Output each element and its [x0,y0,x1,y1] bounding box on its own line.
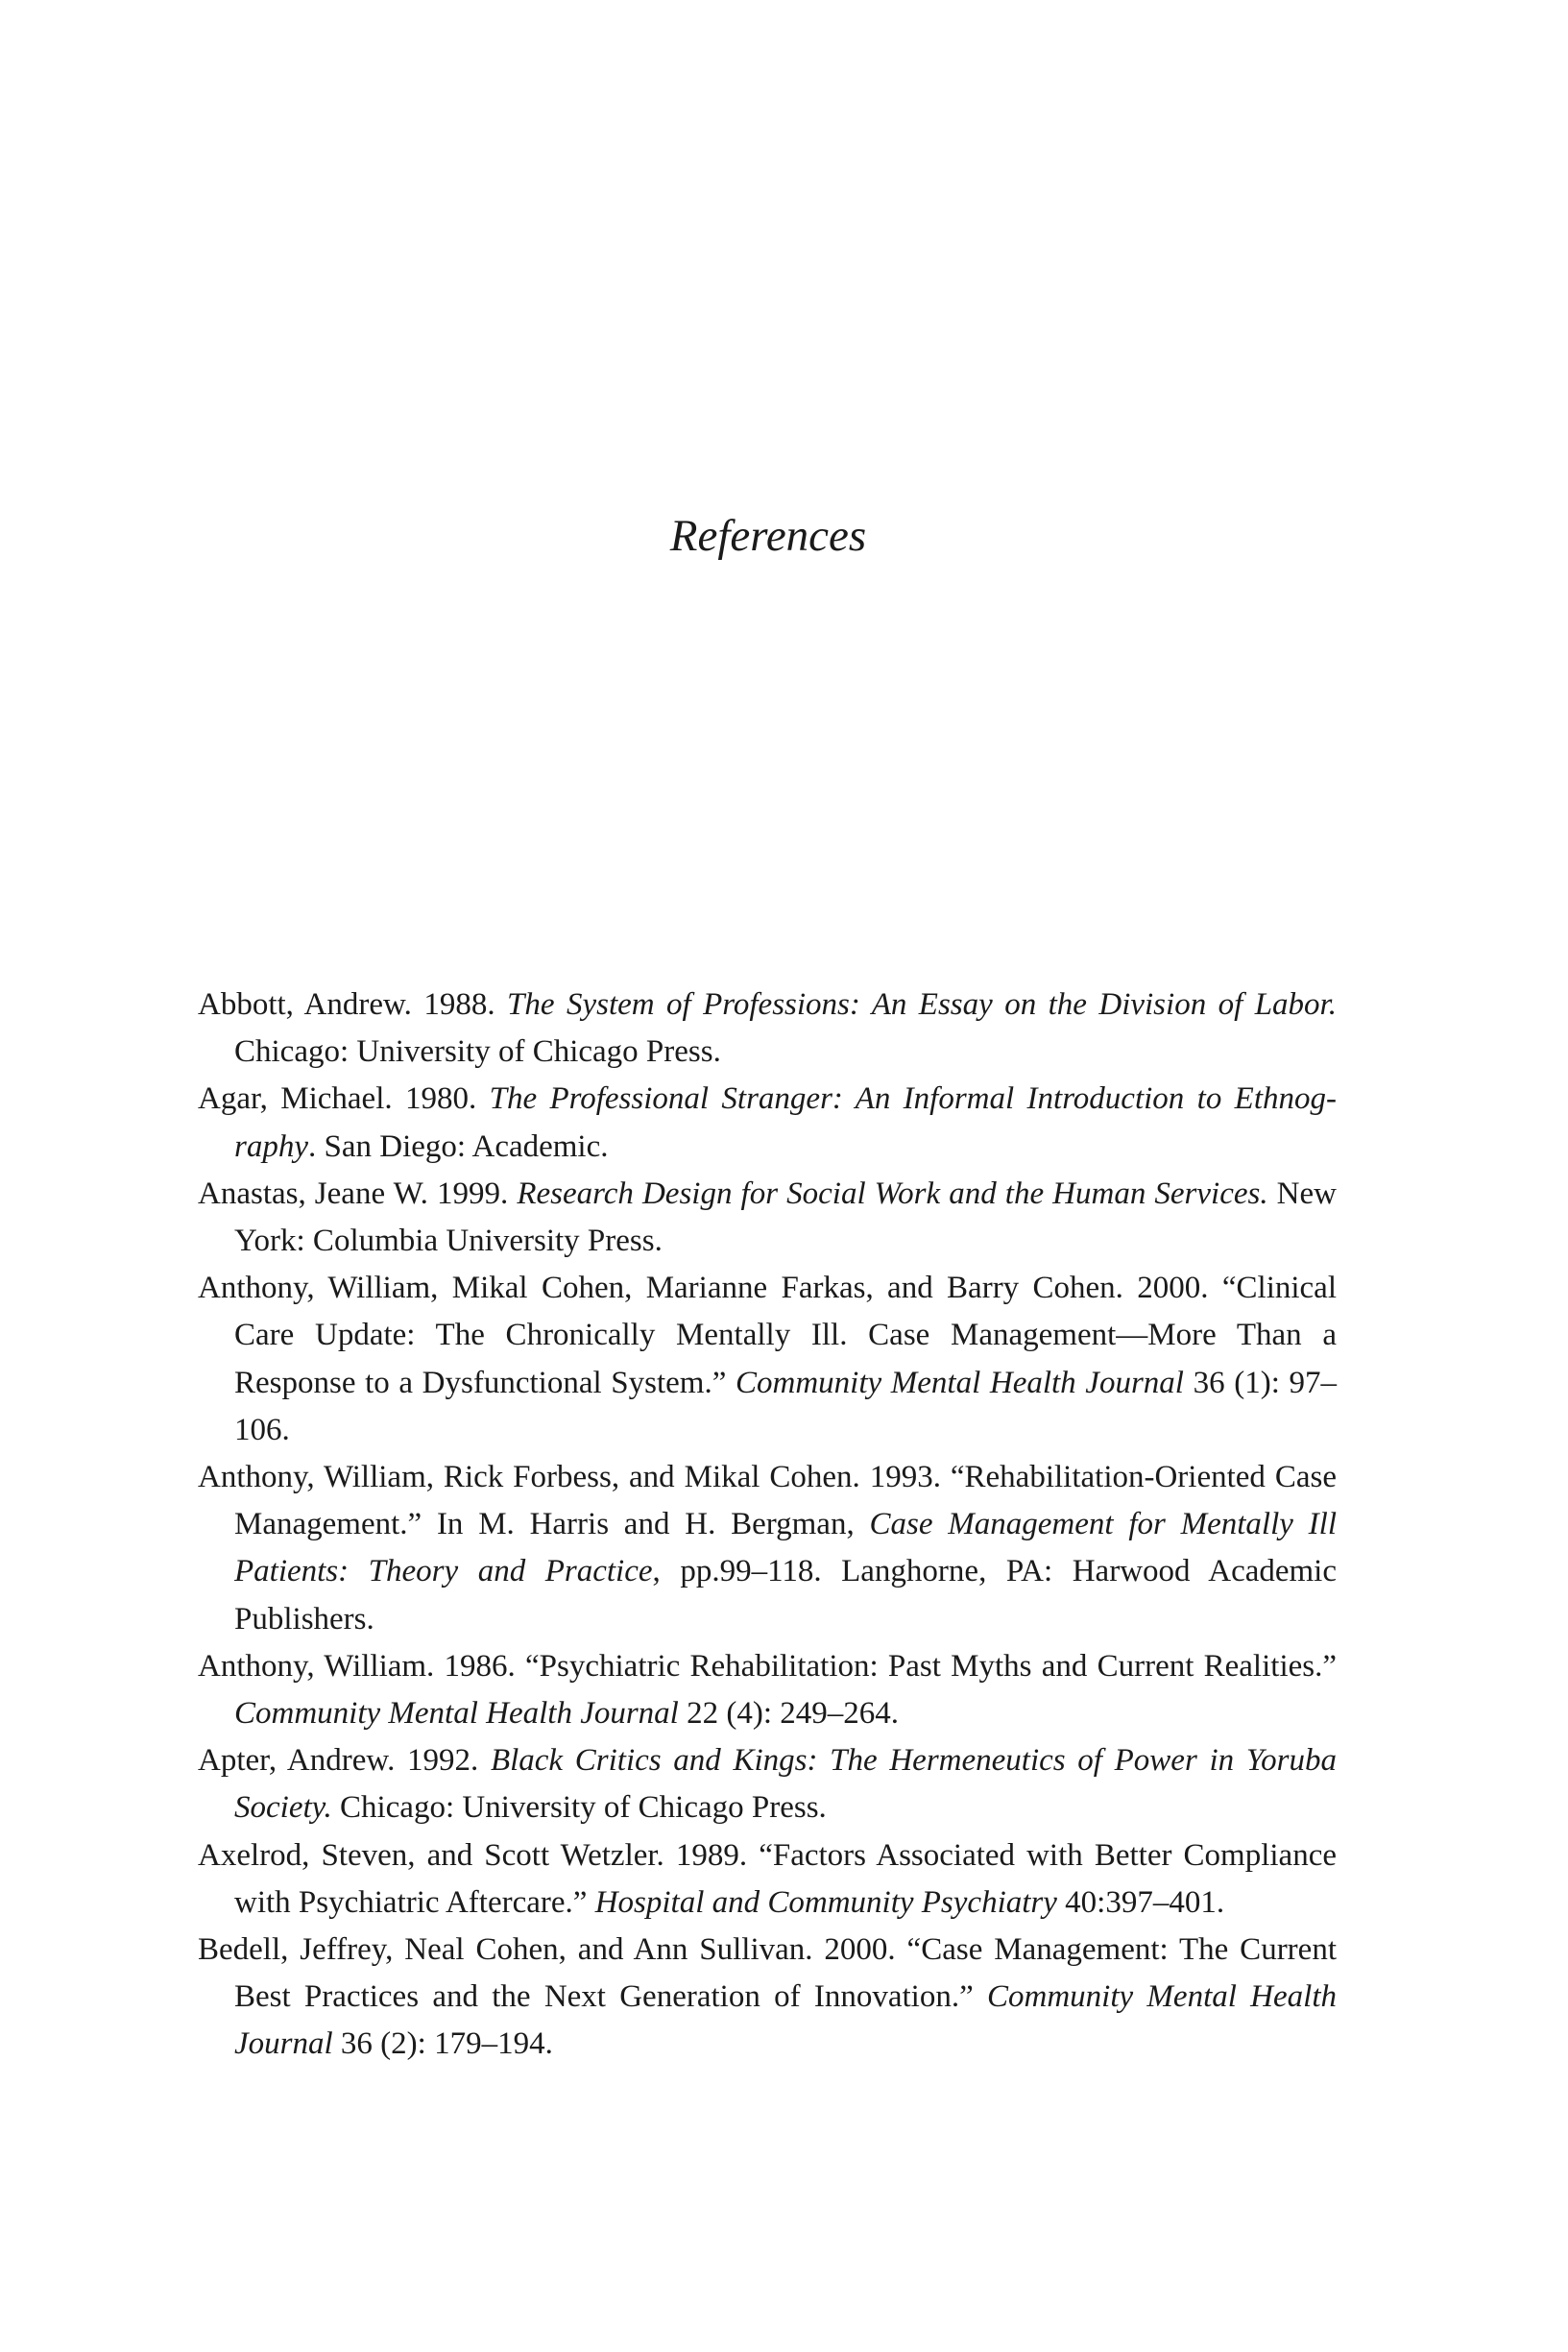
reference-entry [198,1737,1337,1831]
reference-title: The System of Professions: An Essay on the Division of Labor. [507,987,1337,1022]
reference-text: Anthony, William, Rick Forbess, and Mikal Cohen. 1993. “Rehabilitation-Oriented Case Management.” In M. Harris and H. Bergman, [198,1460,1337,1542]
reference-text: 22 (4): 249–264. [678,1696,900,1732]
reference-text: Bedell, Jeffrey, Neal Cohen, and Ann Sullivan. 2000. “Case Management: The Current Best Practices and the Next Generation of Innovation.” [198,1932,1337,2015]
reference-title: Case Management for Mentally Ill Patients: Theory and Practice [234,1507,1337,1589]
reference-title: The Professional Stranger: An Informal Introduction to Ethnography [234,1081,1337,1164]
reference-title: Community Mental Health Journal [735,1365,1184,1400]
reference-text: Chicago: University of Chicago Press. [331,1790,827,1826]
reference-text: Apter, Andrew. 1992. [198,1743,491,1779]
reference-title: Community Mental Health Journal [234,1696,679,1732]
reference-text: Chicago: University of Chicago Press. [234,1034,721,1070]
reference-entry [198,1832,1337,1927]
reference-entry [198,1171,1337,1265]
reference-title: Community Mental Health Journal [234,1979,1337,2062]
reference-text: Anthony, William, Mikal Cohen, Marianne Farkas, and Barry Cohen. 2000. “Clinical Care Update: The Chronically Mentally Ill. Case Management—More Than a Response to a Dysfunctional System.” [198,1271,1337,1400]
reference-text: 36 (1): 97–106. [234,1365,1337,1447]
reference-text: Abbott, Andrew. 1988. [198,987,508,1022]
reference-text: 40:397–401. [1056,1884,1225,1920]
reference-entry [198,1076,1337,1170]
reference-entry [198,1927,1337,2069]
reference-list [198,982,1337,2069]
reference-text: New York: Columbia University Press. [234,1176,1337,1259]
reference-title: Black Critics and Kings: The Hermeneutics of Power in Yoruba Society. [234,1743,1337,1826]
reference-text: 36 (2): 179–194. [332,2026,553,2062]
reference-title: Research Design for Social Work and the Human Services. [517,1176,1268,1211]
reference-text: Anastas, Jeane W. 1999. [198,1176,518,1211]
reference-text: Agar, Michael. 1980. [198,1081,490,1117]
reference-text: Anthony, William. 1986. “Psychiatric Rehabilitation: Past Myths and Current Realities.” [198,1648,1337,1684]
reference-text: Axelrod, Steven, and Scott Wetzler. 1989. “Factors Associated with Better Compliance with Psychiatric Aftercare.” [198,1837,1337,1920]
reference-entry [198,1454,1337,1643]
reference-entry [198,982,1337,1076]
reference-entry [198,1265,1337,1454]
reference-text: , pp.99–118. Langhorne, PA: Harwood Academic Publishers. [234,1554,1337,1637]
reference-entry [198,1643,1337,1737]
page-title: References [669,511,867,561]
reference-text: . San Diego: Academic. [308,1128,609,1164]
reference-title: Hospital and Community Psychiatry [594,1884,1057,1920]
